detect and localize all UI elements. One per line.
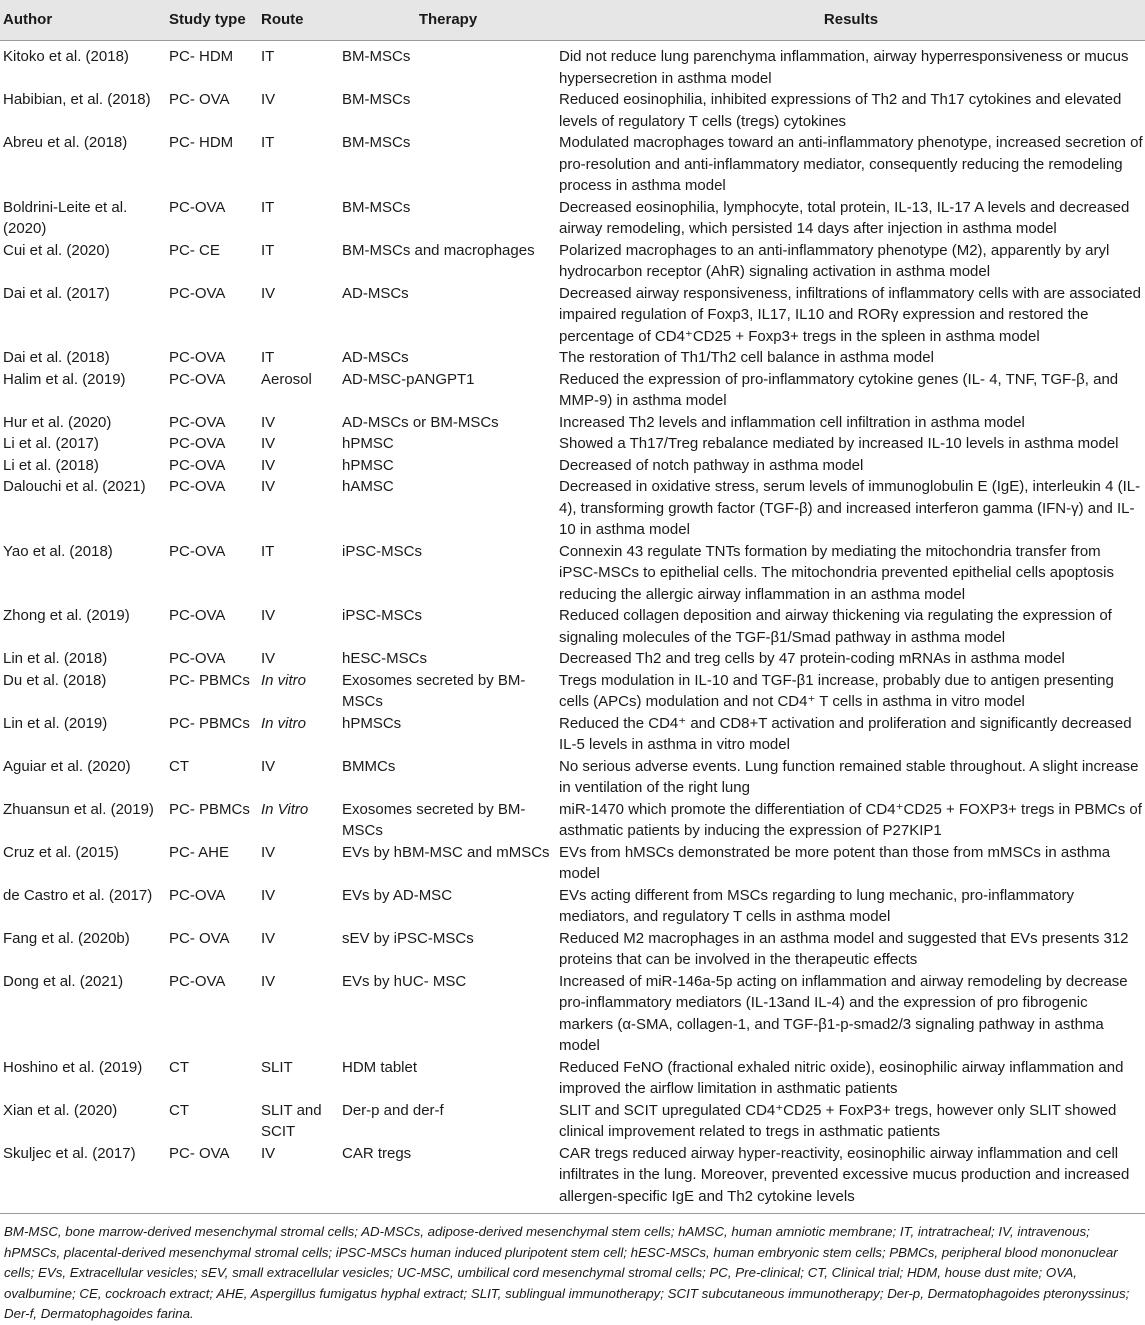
cell-therapy: hESC-MSCs bbox=[342, 650, 428, 667]
cell-therapy: Der-p and der-f bbox=[342, 1101, 444, 1119]
table-row bbox=[0, 756, 1145, 799]
cell-study-type: CT bbox=[169, 1058, 189, 1076]
cell-study-type: CT bbox=[169, 757, 189, 775]
cell-route: IV bbox=[261, 413, 276, 431]
cell-route: Aerosol bbox=[261, 370, 312, 388]
table-row bbox=[0, 347, 1145, 369]
cell-route: In vitro bbox=[261, 714, 307, 732]
header-route: Route bbox=[258, 0, 339, 41]
cell-therapy: hPMSCs bbox=[342, 714, 402, 732]
cell-therapy: CAR tregs bbox=[339, 1143, 556, 1214]
cell-study-type: PC- HDM bbox=[169, 134, 234, 151]
cell-author: Du et al. (2018) bbox=[3, 671, 107, 689]
cell-route: IV bbox=[261, 886, 276, 904]
cell-route: In Vitro bbox=[261, 800, 309, 818]
cell-study-type: PC- AHE bbox=[169, 843, 230, 861]
cell-results: Increased of miR-146a-5p acting on inflammation and airway remodeling by decrease pro-inflammatory mediators (IL-13and IL-4) and the expression of pro fibrogenic markers (α-SMA, collagen-1, and TGF-β1-p-smad2/3 signaling pathway in asthma model bbox=[559, 972, 1128, 1054]
cell-therapy: sEV by iPSC-MSCs bbox=[342, 929, 474, 947]
cell-route: IV bbox=[258, 1143, 339, 1214]
cell-route: IT bbox=[261, 542, 275, 560]
cell-therapy: AD-MSCs bbox=[342, 349, 409, 366]
cell-study-type: PC-OVA bbox=[169, 650, 226, 667]
cell-author: Hur et al. (2020) bbox=[3, 413, 112, 431]
cell-results: Decreased eosinophilia, lymphocyte, total protein, IL-13, IL-17 A levels and decreased airway remodeling, which persisted 14 days after injection in asthma model bbox=[559, 198, 1130, 237]
table-row bbox=[0, 369, 1145, 412]
cell-route: IV bbox=[261, 650, 276, 667]
cell-therapy: BM-MSCs and macrophages bbox=[342, 241, 535, 259]
cell-therapy: BM-MSCs bbox=[342, 91, 411, 108]
cell-author: de Castro et al. (2017) bbox=[3, 886, 153, 904]
header-therapy: Therapy bbox=[339, 0, 556, 41]
cell-study-type: PC-OVA bbox=[169, 607, 226, 624]
table-row bbox=[0, 713, 1145, 756]
cell-author: Dai et al. (2018) bbox=[3, 349, 110, 366]
cell-author: Aguiar et al. (2020) bbox=[3, 757, 131, 775]
cell-author: Cruz et al. (2015) bbox=[3, 843, 119, 861]
cell-author: Dai et al. (2017) bbox=[3, 284, 110, 302]
cell-author: Skuljec et al. (2017) bbox=[0, 1143, 166, 1214]
table-row bbox=[0, 1100, 1145, 1143]
cell-study-type: PC- PBMCs bbox=[169, 800, 250, 818]
cell-therapy: AD-MSCs bbox=[342, 284, 409, 302]
cell-author: Zhuansun et al. (2019) bbox=[3, 800, 154, 818]
cell-therapy: EVs by hUC- MSC bbox=[342, 972, 467, 990]
cell-therapy: EVs by AD-MSC bbox=[342, 886, 453, 904]
table-row bbox=[0, 1057, 1145, 1100]
cell-study-type: PC- OVA bbox=[169, 929, 230, 947]
table-row bbox=[0, 971, 1145, 1057]
table-row bbox=[0, 842, 1145, 885]
cell-results: Reduced M2 macrophages in an asthma model and suggested that EVs presents 312 proteins that can be involved in the therapeutic effects bbox=[559, 929, 1129, 968]
cell-therapy: hAMSC bbox=[342, 478, 394, 495]
table-row bbox=[0, 283, 1145, 348]
cell-route: IT bbox=[261, 134, 275, 151]
cell-author: Abreu et al. (2018) bbox=[3, 134, 128, 151]
cell-results: EVs acting different from MSCs regarding to lung mechanic, pro-inflammatory mediators, and regulatory T cells in asthma model bbox=[559, 886, 1074, 925]
cell-results: Showed a Th17/Treg rebalance mediated by increased IL-10 levels in asthma model bbox=[559, 435, 1119, 452]
cell-results: CAR tregs reduced airway hyper-reactivity, eosinophilic airway inflammation and cell infiltrates in the lung. Moreover, prevented excessive mucus production and increased allergen-specific IgE and Th2 cytokine levels bbox=[556, 1143, 1145, 1214]
header-author: Author bbox=[0, 0, 166, 41]
cell-results: EVs from hMSCs demonstrated be more potent than those from mMSCs in asthma model bbox=[559, 843, 1111, 882]
cell-study-type: PC-OVA bbox=[169, 886, 226, 904]
table-row bbox=[0, 928, 1145, 971]
cell-route: IT bbox=[261, 241, 275, 259]
cell-study-type: PC- OVA bbox=[169, 91, 230, 108]
cell-route: IT bbox=[261, 198, 275, 216]
cell-author: Yao et al. (2018) bbox=[3, 542, 113, 560]
cell-study-type: PC-OVA bbox=[169, 370, 226, 388]
cell-results: Decreased airway responsiveness, infiltrations of inflammatory cells with are associated impaired regulation of Foxp3, IL17, IL10 and RORγ expression and restored the percentage of CD4⁺CD25 + Foxp3+ tregs in the spleen in asthma model bbox=[559, 284, 1141, 345]
cell-results: Polarized macrophages to an anti-inflammatory phenotype (M2), apparently by aryl hydrocarbon receptor (AhR) signaling activation in asthma model bbox=[559, 241, 1110, 280]
cell-study-type: PC-OVA bbox=[169, 456, 226, 474]
cell-results: Reduced the expression of pro-inflammatory cytokine genes (IL- 4, TNF, TGF-β, and MMP-9) in asthma model bbox=[559, 370, 1119, 409]
cell-route: IT bbox=[261, 349, 275, 366]
cell-study-type: PC-OVA bbox=[169, 972, 226, 990]
cell-route: SLIT and SCIT bbox=[261, 1101, 322, 1140]
cell-results: Reduced eosinophilia, inhibited expressions of Th2 and Th17 cytokines and elevated levels of regulatory T cells (tregs) cytokines bbox=[559, 91, 1122, 130]
table-row bbox=[0, 648, 1145, 670]
cell-results: The restoration of Th1/Th2 cell balance in asthma model bbox=[559, 349, 934, 366]
cell-therapy: BM-MSCs bbox=[342, 198, 411, 216]
table-row bbox=[0, 1143, 1145, 1214]
cell-route: In vitro bbox=[261, 671, 307, 689]
table-row bbox=[0, 605, 1145, 648]
cell-results: Reduced collagen deposition and airway thickening via regulating the expression of signaling molecules of the TGF-β1/Smad pathway in asthma model bbox=[559, 607, 1112, 646]
cell-results: Modulated macrophages toward an anti-inflammatory phenotype, increased secretion of pro-resolution and anti-inflammatory mediator, consequently reducing the remodeling process in asthma model bbox=[559, 134, 1143, 194]
cell-route: IV bbox=[261, 456, 276, 474]
cell-therapy: AD-MSCs or BM-MSCs bbox=[342, 413, 499, 431]
cell-route: IV bbox=[261, 478, 276, 495]
cell-results: Connexin 43 regulate TNTs formation by mediating the mitochondria transfer from iPSC-MSCs to epithelial cells. The mitochondria prevented epithelial cells apoptosis reducing the allergic airway inflammation in an asthma model bbox=[559, 542, 1114, 603]
table-row bbox=[0, 412, 1145, 434]
cell-results: Tregs modulation in IL-10 and TGF-β1 increase, probably due to antigen presenting cells (APCs) modulation and not CD4⁺ T cells in asthma in vitro model bbox=[559, 671, 1114, 710]
cell-results: Increased Th2 levels and inflammation cell infiltration in asthma model bbox=[559, 413, 1025, 431]
cell-study-type: PC- OVA bbox=[166, 1143, 258, 1214]
cell-therapy: iPSC-MSCs bbox=[342, 542, 423, 560]
cell-therapy: iPSC-MSCs bbox=[342, 607, 423, 624]
cell-therapy: hPMSC bbox=[342, 456, 394, 474]
cell-therapy: BMMCs bbox=[342, 757, 396, 775]
cell-study-type: PC-OVA bbox=[169, 284, 226, 302]
cell-therapy: BM-MSCs bbox=[342, 48, 411, 65]
cell-author: Lin et al. (2019) bbox=[3, 714, 108, 732]
cell-route: IV bbox=[261, 929, 276, 947]
cell-results: Reduced FeNO (fractional exhaled nitric oxide), eosinophilic airway inflammation and improved the airflow limitation in asthmatic patients bbox=[559, 1058, 1124, 1097]
cell-route: IV bbox=[261, 843, 276, 861]
cell-route: IV bbox=[261, 757, 276, 775]
cell-author: Dalouchi et al. (2021) bbox=[3, 478, 146, 495]
cell-author: Xian et al. (2020) bbox=[3, 1101, 118, 1119]
cell-study-type: PC-OVA bbox=[169, 413, 226, 431]
cell-therapy: hPMSC bbox=[342, 435, 394, 452]
cell-therapy: BM-MSCs bbox=[342, 134, 411, 151]
cell-author: Halim et al. (2019) bbox=[3, 370, 126, 388]
cell-route: IV bbox=[261, 284, 276, 302]
cell-route: IV bbox=[261, 91, 276, 108]
header-study-type: Study type bbox=[166, 0, 258, 41]
cell-study-type: PC-OVA bbox=[169, 435, 226, 452]
cell-study-type: PC-OVA bbox=[169, 542, 226, 560]
table-row bbox=[0, 541, 1145, 606]
cell-route: IV bbox=[261, 972, 276, 990]
cell-results: Decreased in oxidative stress, serum levels of immunoglobulin E (IgE), interleukin 4 (IL-4), transforming growth factor (TGF-β) and increased interferon gamma (IFN-γ) and IL-10 in asthma model bbox=[559, 478, 1141, 538]
cell-route: IV bbox=[261, 607, 276, 624]
header-results: Results bbox=[556, 0, 1145, 41]
table-row bbox=[0, 240, 1145, 283]
cell-results: No serious adverse events. Lung function remained stable throughout. A slight increase in ventilation of the right lung bbox=[559, 757, 1139, 796]
cell-therapy: EVs by hBM-MSC and mMSCs bbox=[342, 843, 550, 861]
table-footnote: BM-MSC, bone marrow-derived mesenchymal stromal cells; AD-MSCs, adipose-derived mesenchymal stem cells; hAMSC, human amniotic membrane; IT, intratracheal; IV, intravenous; hPMSCs, placental-derived mesenchymal stromal cells; iPSC-MSCs human induced pluripotent stem cell; hESC-MSCs, human embryonic stem cells; PBMCs, peripheral blood mononuclear cells; EVs, Extracellular vesicles; sEV, small extracellular vesicles; UC-MSC, umbilical cord mesenchymal stromal cells; PC, Pre-clinical; CT, Clinical trial; HDM, house dust mite; OVA, ovalbumine; CE, cockroach extract; AHE, Aspergillus fumigatus hyphal extract; SLIT, sublingual immunotherapy; SCIT subcutaneous immunotherapy; Der-p, Dermatophagoides pteronyssinus; Der-f, Dermatophagoides farina. bbox=[4, 1224, 1130, 1321]
cell-author: Boldrini-Leite et al. (2020) bbox=[3, 198, 128, 237]
cell-author: Kitoko et al. (2018) bbox=[3, 48, 129, 65]
table-row bbox=[0, 799, 1145, 842]
table-row bbox=[0, 197, 1145, 240]
cell-results: SLIT and SCIT upregulated CD4⁺CD25 + FoxP3+ tregs, however only SLIT showed clinical improvement related to tregs in asthmatic patients bbox=[559, 1101, 1117, 1140]
cell-author: Li et al. (2017) bbox=[3, 435, 99, 452]
cell-results: miR-1470 which promote the differentiation of CD4⁺CD25 + FOXP3+ tregs in PBMCs of asthmatic patients by inducing the expression of P27KIP1 bbox=[559, 800, 1142, 839]
cell-therapy: AD-MSC-pANGPT1 bbox=[342, 370, 475, 388]
cell-author: Fang et al. (2020b) bbox=[3, 929, 130, 947]
table-header-row bbox=[0, 0, 1145, 41]
cell-therapy: Exosomes secreted by BM-MSCs bbox=[342, 671, 526, 710]
cell-study-type: PC-OVA bbox=[169, 198, 226, 216]
cell-author: Li et al. (2018) bbox=[3, 456, 99, 474]
table-row bbox=[0, 885, 1145, 928]
cell-results: Decreased of notch pathway in asthma model bbox=[559, 456, 864, 474]
cell-study-type: CT bbox=[169, 1101, 189, 1119]
table-row bbox=[0, 670, 1145, 713]
cell-route: SLIT bbox=[261, 1058, 293, 1076]
cell-author: Cui et al. (2020) bbox=[3, 241, 110, 259]
table-body bbox=[0, 41, 1145, 1214]
cell-results: Did not reduce lung parenchyma inflammation, airway hyperresponsiveness or mucus hypersecretion in asthma model bbox=[559, 48, 1129, 87]
cell-results: Decreased Th2 and treg cells by 47 protein-coding mRNAs in asthma model bbox=[559, 650, 1065, 667]
cell-author: Zhong et al. (2019) bbox=[3, 607, 130, 624]
table-row bbox=[0, 89, 1145, 132]
cell-route: IV bbox=[261, 435, 276, 452]
cell-results: Reduced the CD4⁺ and CD8+T activation and proliferation and significantly decreased IL-5 levels in asthma in vitro model bbox=[559, 714, 1132, 753]
cell-author: Habibian, et al. (2018) bbox=[3, 91, 151, 108]
table-row bbox=[0, 455, 1145, 477]
cell-therapy: HDM tablet bbox=[342, 1058, 418, 1076]
table-row bbox=[0, 433, 1145, 455]
cell-author: Dong et al. (2021) bbox=[3, 972, 124, 990]
cell-study-type: PC- PBMCs bbox=[169, 671, 250, 689]
cell-study-type: PC- CE bbox=[169, 241, 220, 259]
table-row bbox=[0, 41, 1145, 90]
cell-author: Lin et al. (2018) bbox=[3, 650, 108, 667]
table-row bbox=[0, 476, 1145, 541]
cell-author: Hoshino et al. (2019) bbox=[3, 1058, 143, 1076]
cell-therapy: Exosomes secreted by BM-MSCs bbox=[342, 800, 526, 839]
cell-route: IT bbox=[261, 48, 275, 65]
cell-study-type: PC-OVA bbox=[169, 349, 226, 366]
cell-study-type: PC- PBMCs bbox=[169, 714, 250, 732]
table-row bbox=[0, 132, 1145, 197]
cell-study-type: PC-OVA bbox=[169, 478, 226, 495]
cell-study-type: PC- HDM bbox=[169, 48, 234, 65]
